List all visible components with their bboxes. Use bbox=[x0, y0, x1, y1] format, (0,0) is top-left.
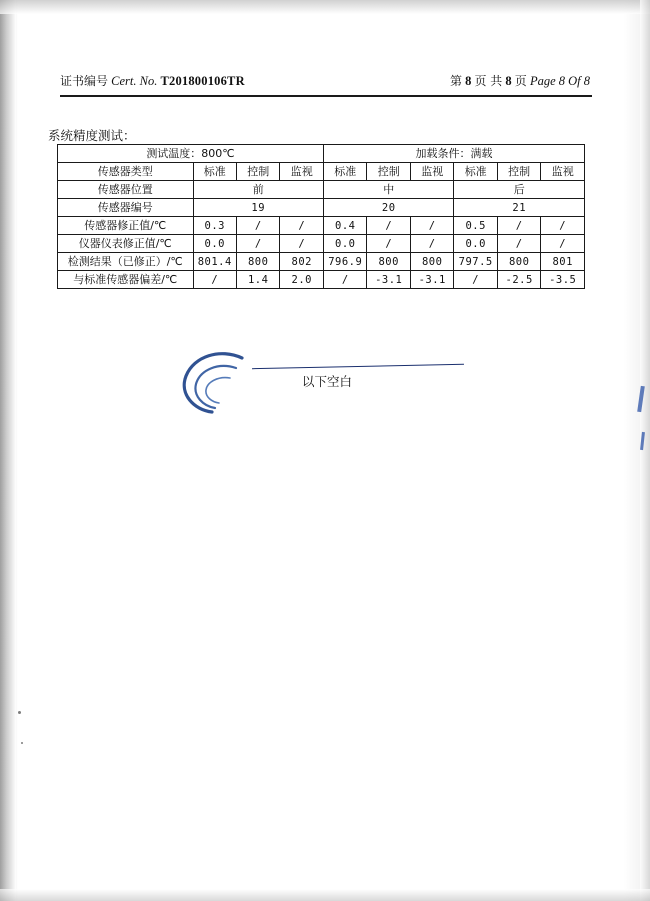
cell-load-condition: 加载条件：满载 bbox=[324, 145, 585, 163]
cell-type-5: 控制 bbox=[367, 163, 410, 181]
cell-dev-1: / bbox=[193, 271, 236, 289]
row-label-sensor-correction: 传感器修正值/℃ bbox=[58, 217, 194, 235]
cell-ic-4: 0.0 bbox=[324, 235, 367, 253]
cell-ic-5: / bbox=[367, 235, 410, 253]
table-row-sensor-correction bbox=[58, 217, 585, 235]
cell-type-9: 监视 bbox=[541, 163, 585, 181]
cell-ic-7: 0.0 bbox=[454, 235, 497, 253]
cert-label-zh: 证书编号 bbox=[60, 74, 109, 88]
scan-edge-right bbox=[640, 0, 650, 901]
scan-edge-top bbox=[0, 0, 650, 14]
cell-res-4: 796.9 bbox=[324, 253, 367, 271]
cell-sc-1: 0.3 bbox=[193, 217, 236, 235]
table-row-deviation bbox=[58, 271, 585, 289]
scan-speck bbox=[21, 742, 23, 744]
cell-ic-6: / bbox=[410, 235, 453, 253]
cell-position-rear: 后 bbox=[454, 181, 585, 199]
system-accuracy-table bbox=[57, 144, 585, 289]
cell-dev-3: 2.0 bbox=[280, 271, 324, 289]
cert-label-en: Cert. No. bbox=[111, 74, 158, 88]
scan-edge-left bbox=[0, 0, 16, 901]
table-row-conditions bbox=[58, 145, 585, 163]
scan-speck bbox=[18, 711, 21, 714]
certificate-number-line bbox=[60, 72, 245, 89]
cell-sc-9: / bbox=[541, 217, 585, 235]
table-row-sensor-id bbox=[58, 199, 585, 217]
cell-type-8: 控制 bbox=[497, 163, 540, 181]
cell-sc-5: / bbox=[367, 217, 410, 235]
cell-res-2: 800 bbox=[236, 253, 279, 271]
row-label-instrument-correction: 仪器仪表修正值/℃ bbox=[58, 235, 194, 253]
cell-sc-3: / bbox=[280, 217, 324, 235]
page-zh-suffix: 页 bbox=[514, 74, 527, 88]
page-header bbox=[60, 72, 590, 89]
cell-test-temperature: 测试温度：800℃ bbox=[58, 145, 324, 163]
table-row-sensor-type bbox=[58, 163, 585, 181]
header-divider bbox=[60, 95, 592, 97]
cell-type-7: 标准 bbox=[454, 163, 497, 181]
cell-ic-2: / bbox=[236, 235, 279, 253]
cell-type-4: 标准 bbox=[324, 163, 367, 181]
cell-dev-8: -2.5 bbox=[497, 271, 540, 289]
cell-position-front: 前 bbox=[193, 181, 324, 199]
table-row-instrument-correction bbox=[58, 235, 585, 253]
cell-res-6: 800 bbox=[410, 253, 453, 271]
blank-below-note: 以下空白 bbox=[302, 374, 353, 389]
row-label-corrected-result: 检测结果（已修正）/℃ bbox=[58, 253, 194, 271]
cell-id-middle: 20 bbox=[324, 199, 454, 217]
page-number-line bbox=[450, 72, 590, 89]
cell-type-6: 监视 bbox=[410, 163, 453, 181]
table-row-corrected-result bbox=[58, 253, 585, 271]
cell-sc-8: / bbox=[497, 217, 540, 235]
cell-id-front: 19 bbox=[193, 199, 324, 217]
page-total: 8 bbox=[505, 74, 512, 88]
cell-dev-2: 1.4 bbox=[236, 271, 279, 289]
row-label-sensor-type: 传感器类型 bbox=[58, 163, 194, 181]
cell-sc-4: 0.4 bbox=[324, 217, 367, 235]
cell-position-middle: 中 bbox=[324, 181, 454, 199]
cell-sc-2: / bbox=[236, 217, 279, 235]
cell-res-5: 800 bbox=[367, 253, 410, 271]
cell-res-7: 797.5 bbox=[454, 253, 497, 271]
cell-type-3: 监视 bbox=[280, 163, 324, 181]
table-row-sensor-position bbox=[58, 181, 585, 199]
cell-res-1: 801.4 bbox=[193, 253, 236, 271]
row-label-sensor-position: 传感器位置 bbox=[58, 181, 194, 199]
page-current: 8 bbox=[465, 74, 472, 88]
cell-dev-5: -3.1 bbox=[367, 271, 410, 289]
cell-res-8: 800 bbox=[497, 253, 540, 271]
cell-ic-9: / bbox=[541, 235, 585, 253]
cell-dev-4: / bbox=[324, 271, 367, 289]
page-en-label: Page 8 Of 8 bbox=[529, 74, 590, 88]
scan-edge-bottom bbox=[0, 889, 650, 901]
cell-id-rear: 21 bbox=[454, 199, 585, 217]
cert-number-value: T201800106TR bbox=[160, 74, 245, 88]
signature-mark bbox=[172, 334, 268, 420]
cell-sc-6: / bbox=[410, 217, 453, 235]
cell-sc-7: 0.5 bbox=[454, 217, 497, 235]
cell-res-3: 802 bbox=[280, 253, 324, 271]
cell-dev-7: / bbox=[454, 271, 497, 289]
row-label-sensor-id: 传感器编号 bbox=[58, 199, 194, 217]
cell-ic-3: / bbox=[280, 235, 324, 253]
cell-dev-6: -3.1 bbox=[410, 271, 453, 289]
cell-type-2: 控制 bbox=[236, 163, 279, 181]
cell-ic-8: / bbox=[497, 235, 540, 253]
cell-type-1: 标准 bbox=[193, 163, 236, 181]
page-zh-prefix: 第 bbox=[449, 74, 462, 88]
row-label-deviation: 与标准传感器偏差/℃ bbox=[58, 271, 194, 289]
cell-dev-9: -3.5 bbox=[541, 271, 585, 289]
cell-ic-1: 0.0 bbox=[193, 235, 236, 253]
section-title: 系统精度测试： bbox=[48, 128, 136, 143]
page-zh-middle: 页 共 bbox=[474, 74, 503, 88]
cell-res-9: 801 bbox=[541, 253, 585, 271]
